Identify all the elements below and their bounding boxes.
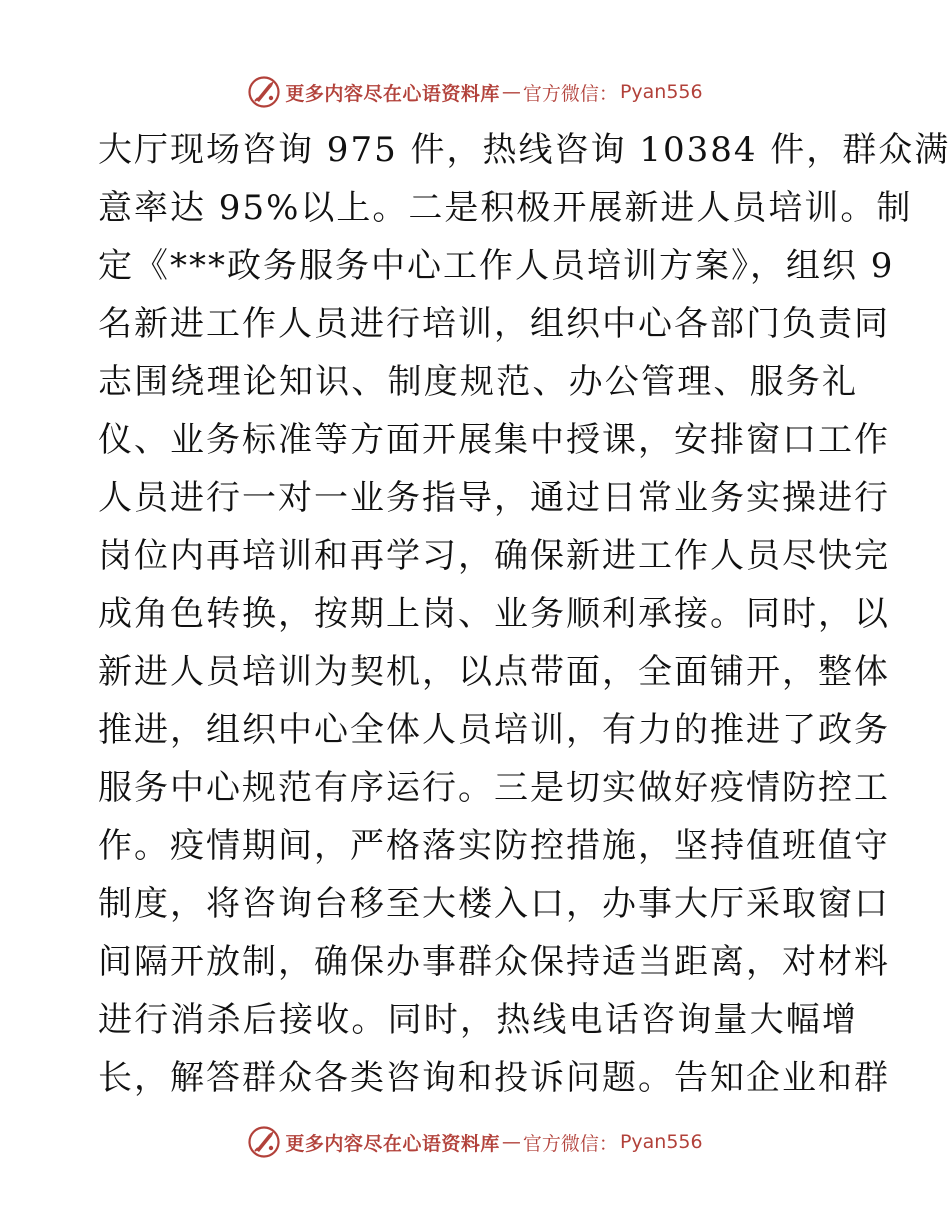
quill-pen-seal-icon (247, 1125, 281, 1159)
header-banner (0, 72, 950, 112)
text-line: 名新进工作人员进行培训，组织中心各部门负责同 (98, 304, 890, 344)
quill-pen-seal-icon (247, 75, 281, 109)
text-line: 进行消杀后接收。同时，热线电话咨询量大幅增 (98, 1000, 858, 1040)
footer-banner (0, 1122, 950, 1162)
text-line: 仪、业务标准等方面开展集中授课，安排窗口工作 (98, 420, 890, 460)
text-line: 长，解答群众各类咨询和投诉问题。告知企业和群 (98, 1058, 890, 1098)
banner-separator: — (501, 1131, 521, 1153)
text-line: 岗位内再培训和再学习，确保新进工作人员尽快完 (98, 536, 890, 576)
banner-wechat-label: 官方微信： (522, 82, 618, 105)
text-line: 成角色转换，按期上岗、业务顺利承接。同时，以 (98, 594, 890, 634)
text-line: 制度，将咨询台移至大楼入口，办事大厅采取窗口 (98, 884, 890, 924)
text-line: 推进，组织中心全体人员培训，有力的推进了政务 (98, 710, 890, 750)
banner-wechat-id: Pyan556 (619, 81, 703, 103)
banner-title: 更多内容尽在心语资料库 (285, 82, 500, 105)
text-line: 服务中心规范有序运行。三是切实做好疫情防控工 (98, 768, 890, 808)
document-body (98, 124, 950, 1110)
text-line: 志围绕理论知识、制度规范、办公管理、服务礼 (98, 362, 858, 402)
text-line: 作。疫情期间，严格落实防控措施，坚持值班值守 (98, 826, 890, 866)
banner-title: 更多内容尽在心语资料库 (285, 1132, 500, 1155)
banner-separator: — (501, 81, 521, 103)
text-line: 意率达 95%以上。二是积极开展新进人员培训。制 (98, 188, 913, 228)
text-line: 人员进行一对一业务指导，通过日常业务实操进行 (98, 478, 890, 518)
banner-wechat-label: 官方微信： (522, 1132, 618, 1155)
text-line: 定《***政务服务中心工作人员培训方案》，组织 9 (98, 246, 895, 286)
banner-wechat-id: Pyan556 (619, 1131, 703, 1153)
text-line: 大厅现场咨询 975 件，热线咨询 10384 件，群众满 (98, 130, 950, 170)
text-line: 新进人员培训为契机，以点带面，全面铺开，整体 (98, 652, 890, 692)
text-line: 间隔开放制，确保办事群众保持适当距离，对材料 (98, 942, 890, 982)
